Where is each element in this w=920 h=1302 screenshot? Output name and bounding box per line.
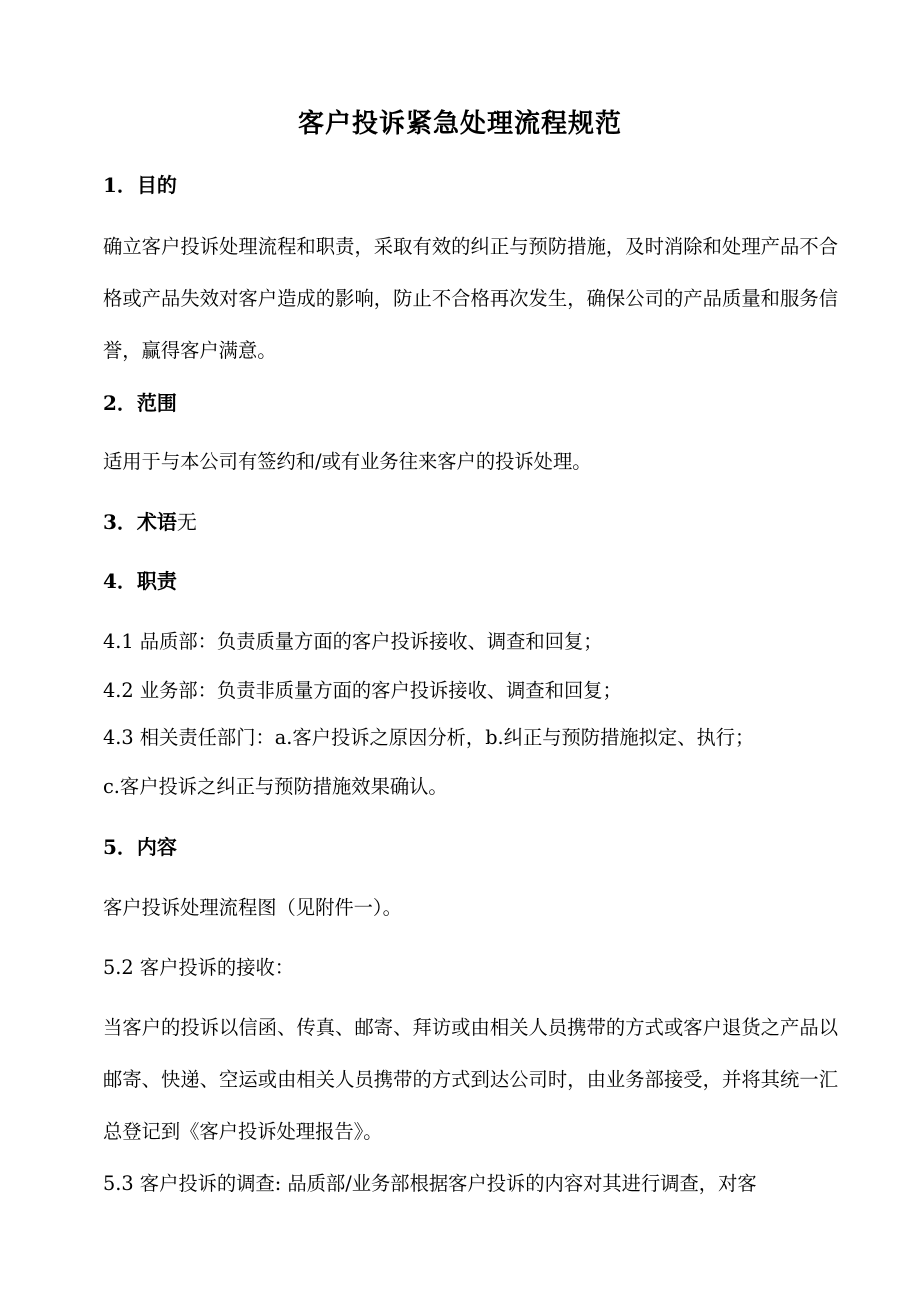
section-4-item-3-line-1: 4.3 相关责任部门：a.客户投诉之原因分析，b.纠正与预防措施拟定、执行； (103, 726, 755, 749)
section-3-heading (103, 507, 197, 537)
section-4-item-1: 4.1 品质部：负责质量方面的客户投诉接收、调查和回复； (103, 630, 603, 653)
document-title: 客户投诉紧急处理流程规范 (297, 109, 622, 139)
section-5-paragraph: 当客户的投诉以信函、传真、邮寄、拜访或由相关人员携带的方式或客户退货之产品以邮寄、快递、空运或由相关人员携带的方式到达公司时，由业务部接受，并将其统一汇总登记到《客户投诉处理报告》。 (103, 1016, 838, 1143)
section-1-body: 确立客户投诉处理流程和职责，采取有效的纠正与预防措施，及时消除和处理产品不合格或产品失效对客户造成的影响，防止不合格再次发生，确保公司的产品质量和服务信誉，赢得客户满意。 (103, 235, 838, 362)
section-3-heading-text: 3．术语 (103, 510, 177, 534)
section-5-line-1: 客户投诉处理流程图（见附件一）。 (103, 896, 402, 919)
section-4-heading: 4．职责 (103, 569, 177, 593)
section-1-heading: 1．目的 (103, 173, 177, 197)
section-5-heading: 5．内容 (103, 835, 177, 859)
section-5-line-2: 5.2 客户投诉的接收： (103, 956, 295, 979)
section-4-item-2: 4.2 业务部：负责非质量方面的客户投诉接收、调查和回复； (103, 679, 622, 702)
section-3-suffix: 无 (176, 510, 197, 534)
section-2-body: 适用于与本公司有签约和/或有业务往来客户的投诉处理。 (103, 450, 592, 473)
section-5-line-3: 5.3 客户投诉的调查: 品质部/业务部根据客户投诉的内容对其进行调查，对客 (103, 1172, 757, 1195)
section-4-item-3-line-2: c.客户投诉之纠正与预防措施效果确认。 (103, 775, 448, 798)
section-2-heading: 2．范围 (103, 391, 177, 415)
